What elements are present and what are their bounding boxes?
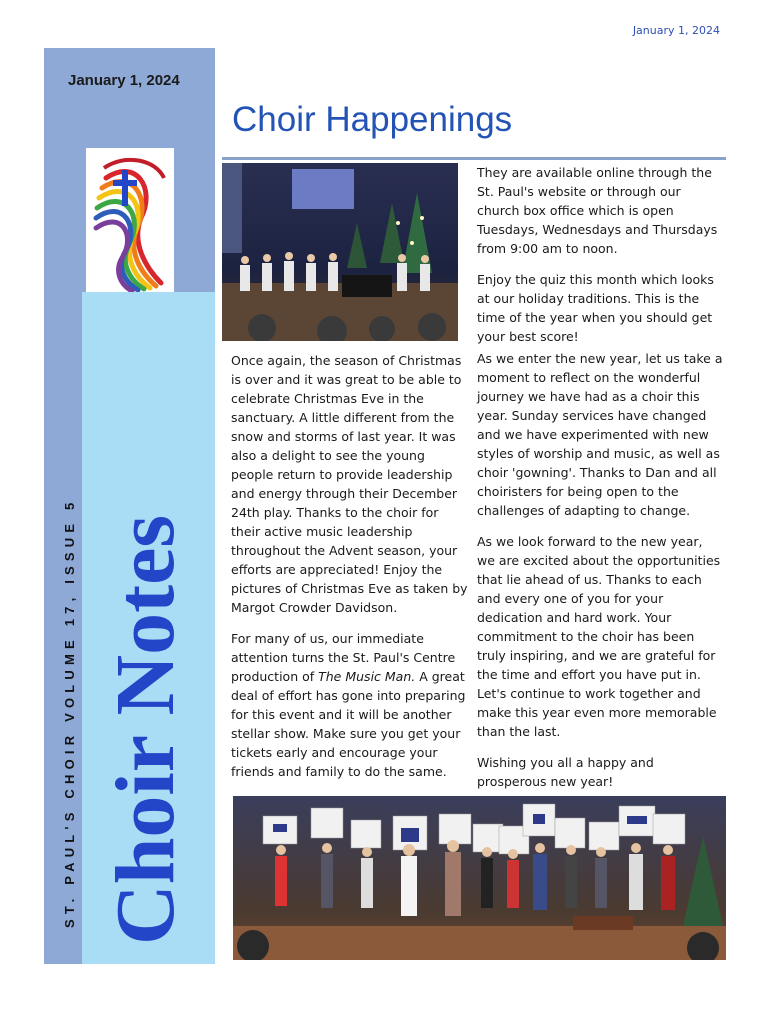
paragraph: As we enter the new year, let us take a moment to reflect on the wonderful journey we have had as a choir this year. Sunday services have changed and we have experimented with new styles of worship and music, as well as choir 'gowning'. Thanks to Dan and all choiristers for being open to the challenges of adapting to change. — [477, 351, 723, 518]
page-date: January 1, 2024 — [632, 24, 720, 37]
choir-performance-photo — [222, 163, 458, 341]
paragraph: Wishing you all a happy and prosperous new year! — [477, 755, 654, 789]
choir-logo — [86, 148, 174, 293]
title-divider — [222, 157, 726, 160]
article-column-right — [477, 349, 723, 803]
paragraph: They are available online through the St. Paul's website or through our church box office which is open Tuesdays, Wednesdays and Thursdays from 9:00 am to noon. — [477, 165, 718, 256]
volume-issue-label: ST. PAUL'S CHOIR VOLUME 17, ISSUE 5 — [62, 497, 77, 928]
article-title: Choir Happenings — [232, 100, 513, 139]
show-title: The Music Man. — [318, 669, 416, 684]
paragraph: Enjoy the quiz this month which looks at our holiday traditions. This is the time of the year when you should get your best score! — [477, 272, 714, 344]
article-column-left — [231, 351, 469, 793]
issue-date: January 1, 2024 — [68, 72, 180, 89]
paragraph: For many of us, our immediate attention turns the St. Paul's Centre production of The Music Man. A great deal of effort has gone into preparing for this event and it will be another stellar show. Make sure you get your tickets early and encourage your friends and family to do the same. — [231, 631, 466, 779]
paragraph: Once again, the season of Christmas is over and it was great to be able to celebrate Christmas Eve in the sanctuary. A little different from the snow and storms of last year. It was also a delight to see the young people return to provide leadership and energy through their December 24th play. Thanks to the choir for their active music leadership throughout the Advent season, your efforts are appreciated! Enjoy the pictures of Christmas Eve as taken by Margot Crowder Davidson. — [231, 353, 468, 615]
newsletter-masthead: Choir Notes — [99, 514, 192, 945]
article-column-right-top — [477, 163, 723, 358]
church-logo-icon — [86, 148, 174, 293]
christmas-eve-play-photo — [233, 796, 726, 960]
paragraph: As we look forward to the new year, we are excited about the opportunities that lie ahead of us. Thanks to each and every one of you for your dedication and hard work. Your commitment to the choir has been truly inspiring, and we are grateful for the time and effort you have put in. Let's continue to work together and make this year even more memorable than the last. — [477, 534, 721, 739]
